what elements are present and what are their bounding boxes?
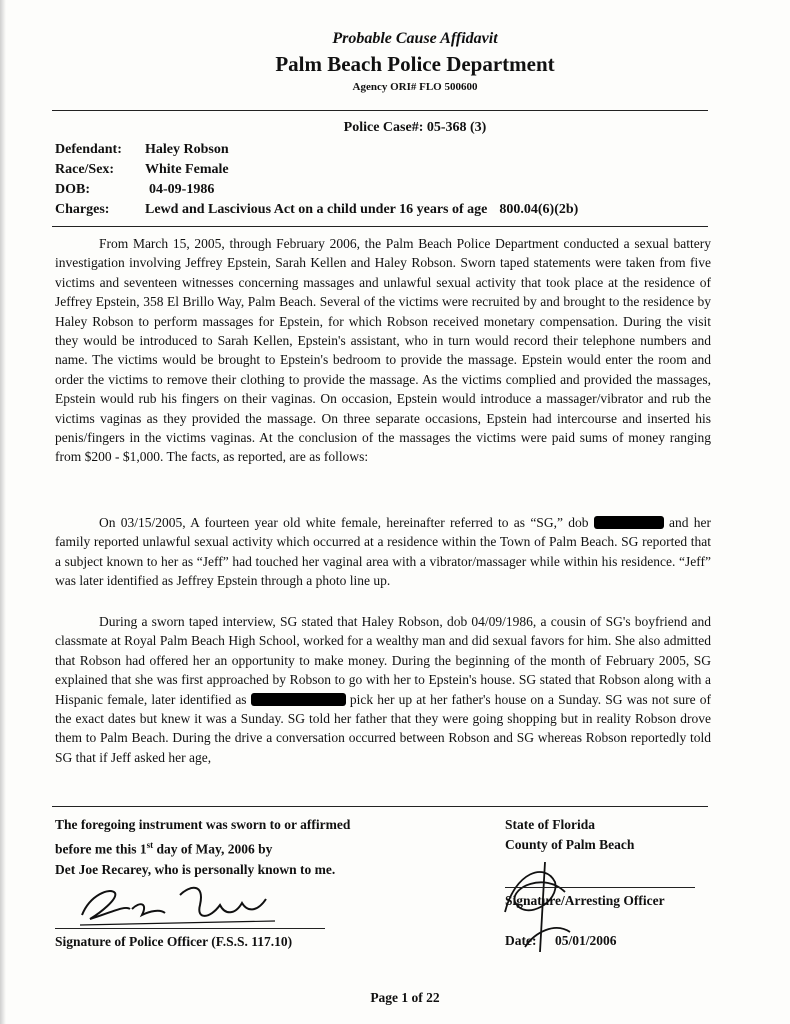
header-rule: [52, 110, 708, 111]
department-name: Palm Beach Police Department: [275, 52, 555, 76]
officer-signature-line: [55, 928, 325, 929]
charges-label: Charges:: [55, 202, 110, 217]
paragraph-sg-report: [55, 513, 711, 591]
date-label: Date:: [505, 933, 537, 948]
charges-value: [145, 200, 735, 220]
case-number: Police Case#: 05-368 (3): [343, 120, 487, 135]
race-sex-value: White Female: [145, 162, 229, 177]
document-header: [0, 30, 790, 93]
paragraph-interview-a: During a sworn taped interview, SG stated that Haley Robson, dob 04/09/1986, a cousin of SG's boyfriend and classmate at Royal Palm Beach High School, worked for a wealthy man and did sexual favors for him. She also admitted that Robson had offered her an opportunity to make money. During the beginning of the month of February 2005, SG explained that she was first approached by Robson to go with her to Epstein's house. SG stated that Robson along with a Hispanic female, later identified as: [55, 614, 711, 707]
sworn-line-2-post: day of May, 2006 by: [153, 841, 273, 857]
race-sex-label: Race/Sex:: [55, 162, 115, 177]
defendant-row: [55, 140, 735, 160]
sworn-line-2-pre: before me this 1: [55, 841, 147, 857]
state-text: State of Florida: [505, 817, 595, 832]
officer-signature-label: Signature of Police Officer (F.S.S. 117.10): [55, 934, 293, 949]
charge-code: 800.04(6)(2b): [499, 202, 579, 217]
sworn-statement: [55, 815, 350, 880]
charges-row: [55, 200, 735, 220]
arresting-signature-label: Signature/Arresting Officer: [505, 893, 665, 908]
paragraph-summary: [55, 234, 711, 467]
document-title: Probable Cause Affidavit: [332, 30, 498, 47]
arresting-signature-line: [505, 887, 695, 888]
county-text: County of Palm Beach: [505, 837, 635, 852]
footer-rule: [52, 806, 708, 807]
dob-value: 04-09-1986: [149, 182, 215, 197]
page-number: Page 1 of 22: [370, 990, 440, 1005]
agency-ori: Agency ORI# FLO 500600: [352, 81, 478, 93]
dob-label: DOB:: [55, 182, 90, 197]
sworn-line-3: Det Joe Recarey, who is personally known to me.: [55, 861, 336, 877]
paragraph-interview: [55, 612, 711, 767]
redaction-bar: [594, 516, 664, 529]
date-value: 05/01/2006: [555, 933, 617, 948]
dob-row: [55, 180, 735, 200]
sworn-line-2-sup: st: [146, 840, 154, 850]
paragraph-sg-report-a: On 03/15/2005, A fourteen year old white female, hereinafter referred to as “SG,” dob: [99, 515, 589, 530]
charges-text: Lewd and Lascivious Act on a child under 16 years of age: [145, 202, 488, 217]
paragraph-interview-b: pick her up at her father's house on a Sunday. SG was not sure of the exact dates but knew it was a Sunday. SG told her father that they were going shopping but in reality Robson drove them to Palm Beach. During the drive a conversation occurred between Robson and SG whereas Robson reportedly told SG that if Jeff asked her age,: [55, 691, 712, 765]
defendant-value: Haley Robson: [145, 142, 229, 157]
sworn-line-1: The foregoing instrument was sworn to or affirmed: [55, 817, 351, 832]
jurisdiction: [505, 815, 634, 855]
defendant-fields: [55, 140, 735, 220]
race-sex-row: [55, 160, 735, 180]
sworn-line-2: [55, 835, 350, 860]
fields-rule: [52, 226, 708, 227]
scan-edge-shadow: [0, 0, 6, 1024]
defendant-label: Defendant:: [55, 142, 122, 157]
paragraph-sg-report-b: and her family reported unlawful sexual activity which occurred at a residence within the Town of Palm Beach. SG reported that a subject known to her as “Jeff” had touched her vaginal area with a vibrator/massager while within his residence. “Jeff” was later identified as Jeffrey Epstein through a photo line up.: [55, 515, 712, 589]
paragraph-summary-text: From March 15, 2005, through February 2006, the Palm Beach Police Department conducted a sexual battery investigation involving Jeffrey Epstein, Sarah Kellen and Haley Robson. Sworn taped statements were taken from five victims and seventeen witnesses concerning massages and unlawful sexual activity that took place at the residence of Jeffrey Epstein, 358 El Brillo Way, Palm Beach. Several of the victims were recruited by and brought to the residence by Haley Robson to perform massages for Epstein, for which Robson received monetary compensation. During the visit they would be introduced to Sarah Kellen, Epstein's assistant, who in turn would record their telephone numbers and name. The victims would be brought to Epstein's bedroom to provide the massage. Epstein would enter the room and order the victims to remove their clothing to provide the massage. As the victims complied and provided the massages, Epstein would rub his fingers on their vaginas. On occasion, Epstein would introduce a massager/vibrator and rub the victims vaginas as they provided the massage. On three separate occasions, Epstein had intercourse and inserted his penis/fingers in the victims vaginas. At the conclusion of the massages the victims were paid sums of money ranging from $200 - $1,000. The facts, as reported, are as follows:: [55, 236, 711, 465]
officer-signature: [70, 875, 290, 935]
redaction-bar: [251, 693, 346, 706]
